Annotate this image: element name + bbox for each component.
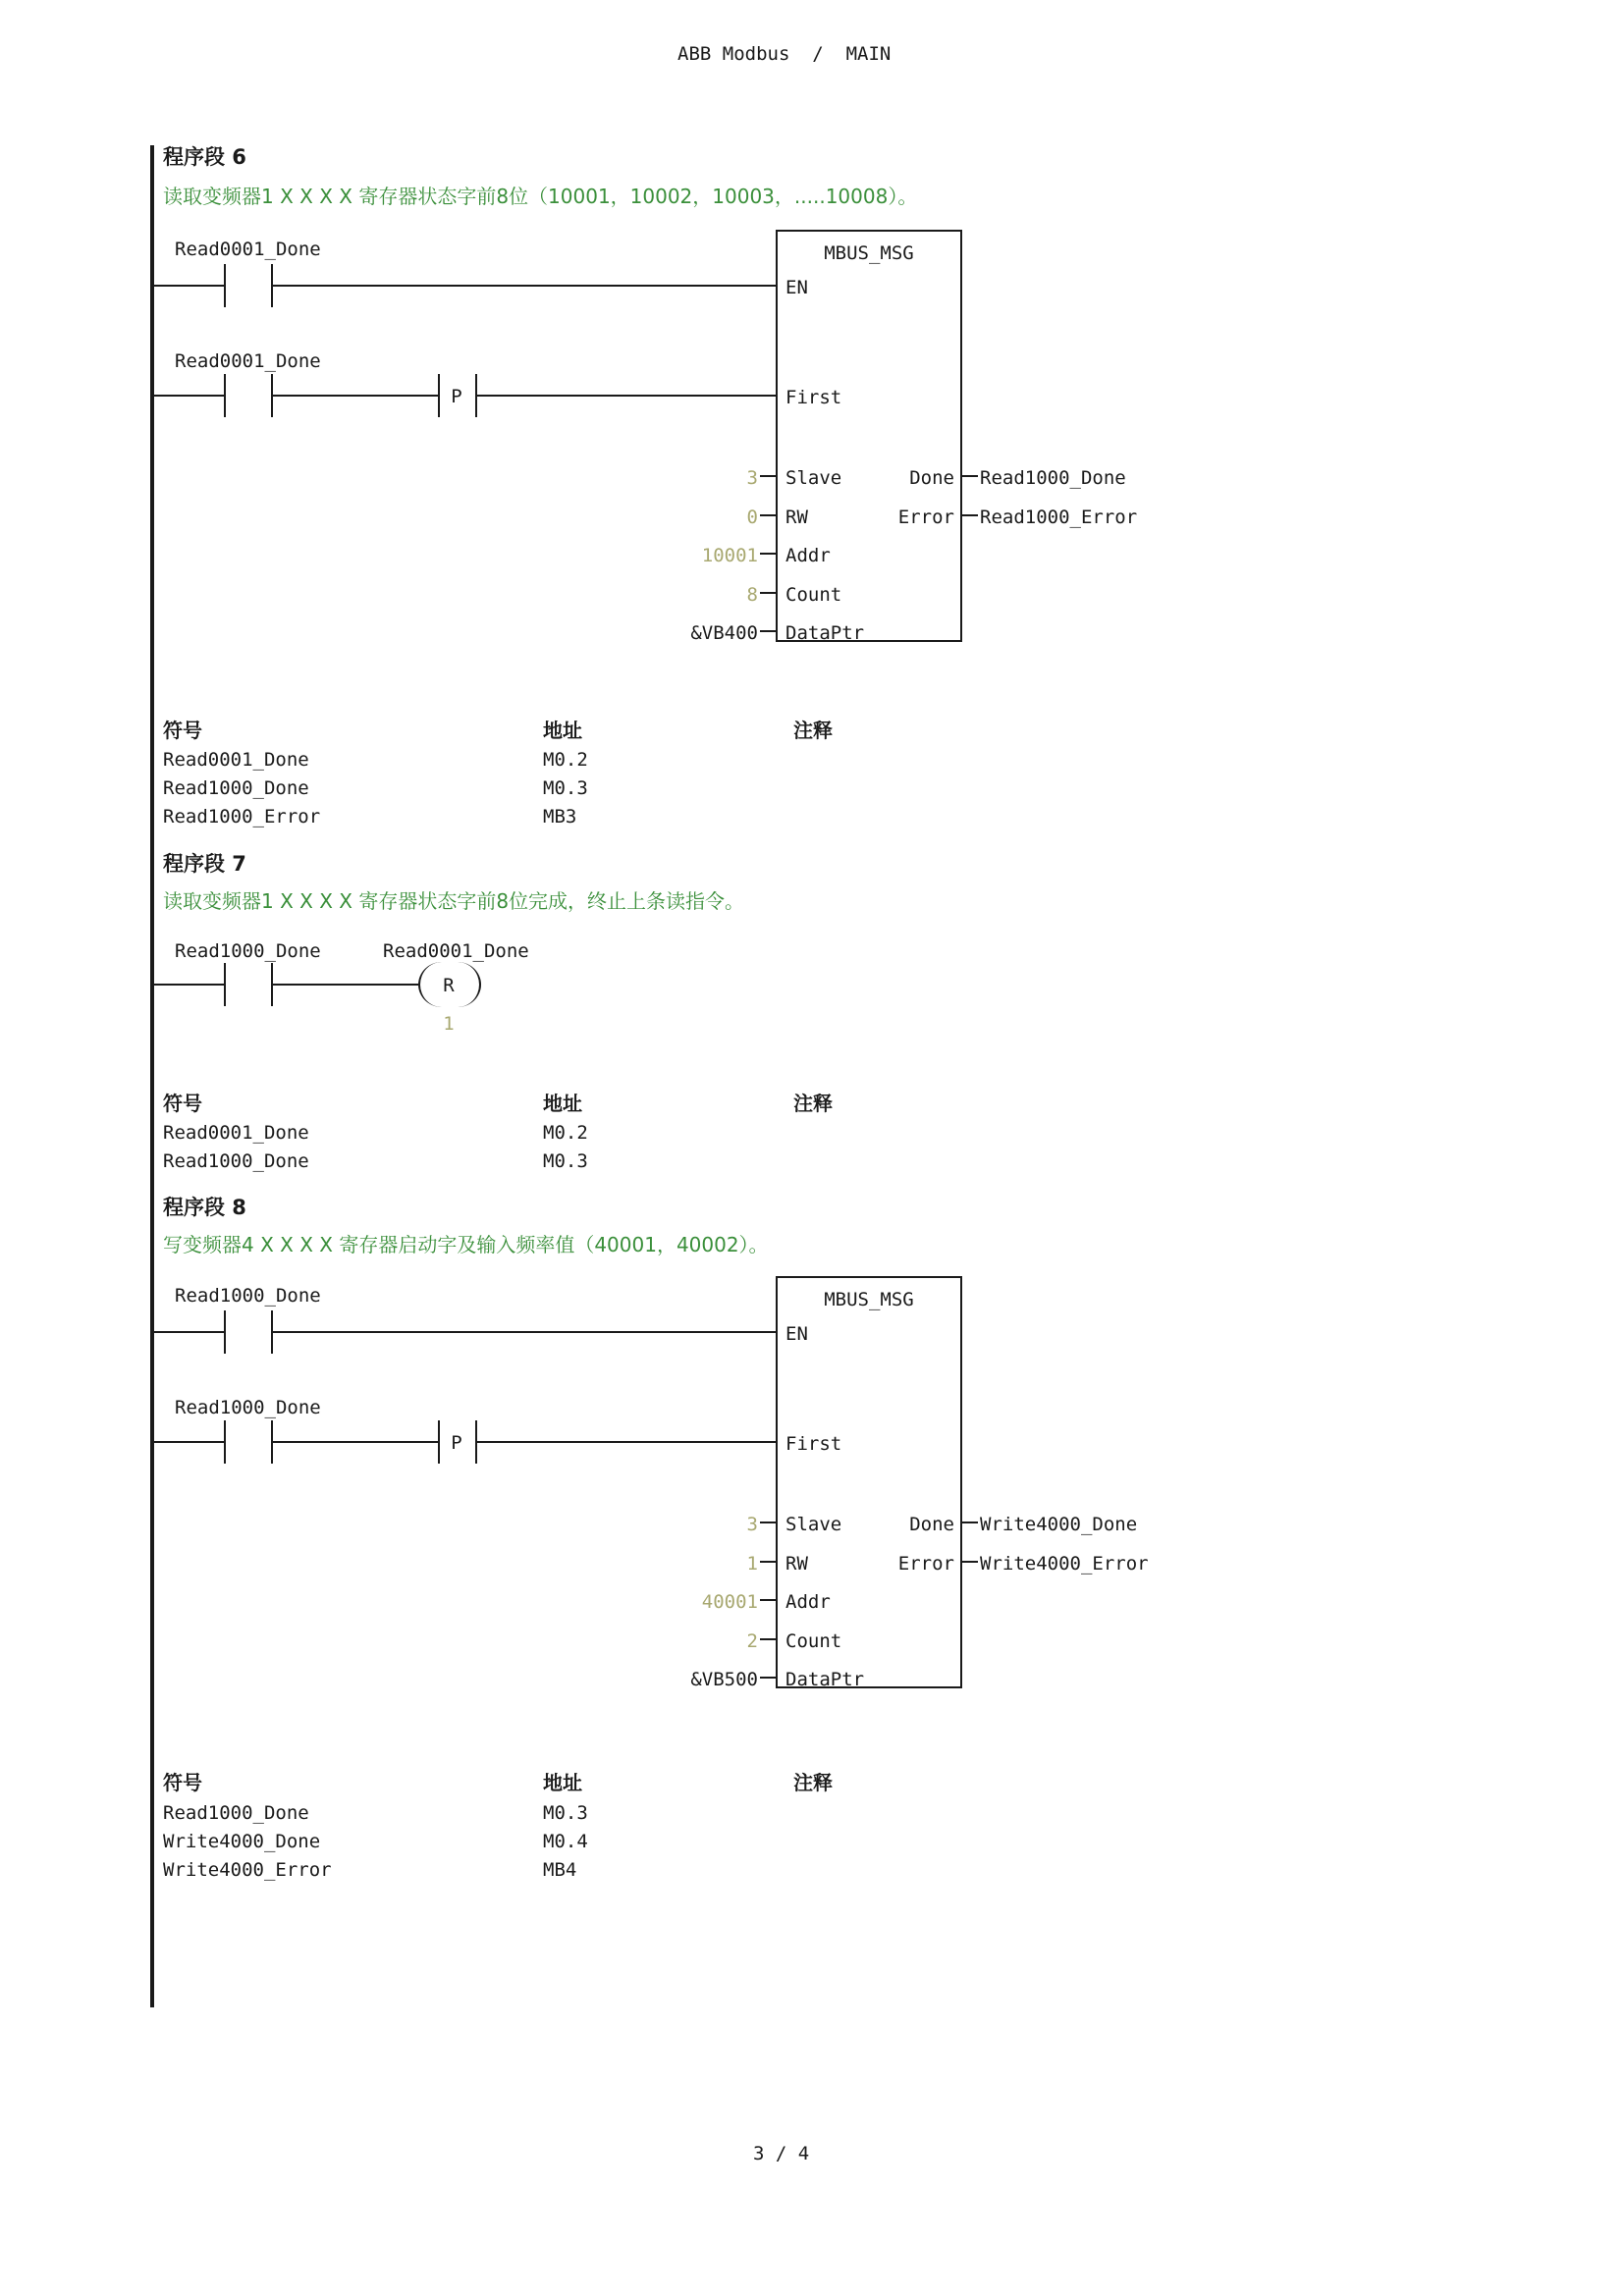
- pin-tick: [760, 514, 776, 516]
- address-cell: M0.2: [543, 749, 588, 771]
- address-cell: M0.3: [543, 777, 588, 799]
- pin-tick: [962, 1522, 978, 1523]
- wire-segment: [273, 395, 438, 397]
- pin-value-dataptr: &VB500: [690, 1669, 758, 1690]
- wire-segment: [154, 285, 224, 287]
- wire-segment: [154, 1331, 224, 1333]
- contact-label: Read1000_Done: [175, 940, 321, 962]
- pin-tick: [760, 1522, 776, 1523]
- wire-segment: [273, 1441, 438, 1443]
- pin-label-error: Error: [897, 1553, 954, 1575]
- wire-segment: [273, 285, 776, 287]
- pin-label-rw: RW: [785, 1553, 808, 1575]
- wire-segment: [273, 984, 418, 986]
- coil-right-arc: [456, 962, 481, 1007]
- pin-label-first: First: [785, 1433, 842, 1455]
- block-title: MBUS_MSG: [824, 1289, 914, 1310]
- symbol-cell: Write4000_Done: [163, 1831, 321, 1852]
- pin-tick: [760, 1677, 776, 1679]
- address-cell: M0.2: [543, 1122, 588, 1144]
- wire-segment: [477, 395, 776, 397]
- pin-tick: [760, 475, 776, 477]
- pin-tick: [760, 1561, 776, 1563]
- symbol-table-header-symbol: 符号: [163, 1092, 202, 1115]
- symbol-table-header-symbol: 符号: [163, 1771, 202, 1794]
- pin-tick: [962, 475, 978, 477]
- pin-tick: [760, 630, 776, 632]
- contact-label: Read0001_Done: [175, 239, 321, 260]
- pin-value-count: 2: [746, 1630, 758, 1652]
- contact-label: Read1000_Done: [175, 1285, 321, 1307]
- pin-value-addr: 40001: [701, 1591, 758, 1613]
- pin-value-rw: 1: [746, 1553, 758, 1575]
- contact-label: Read0001_Done: [175, 350, 321, 372]
- pin-tick: [760, 592, 776, 594]
- symbol-table-header-comment: 注释: [793, 1092, 833, 1115]
- wire-segment: [154, 1441, 224, 1443]
- coil-type-letter: R: [443, 975, 455, 996]
- network-6-title: 程序段 6: [163, 145, 246, 169]
- pin-label-dataptr: DataPtr: [785, 622, 865, 644]
- symbol-table-header-symbol: 符号: [163, 719, 202, 742]
- pin-label-rw: RW: [785, 507, 808, 528]
- pin-label-slave: Slave: [785, 1514, 842, 1535]
- network-7-comment: 读取变频器1 X X X X 寄存器状态字前8位完成，终止上条读指令。: [163, 889, 745, 913]
- address-cell: MB4: [543, 1859, 577, 1881]
- symbol-table-header-address: 地址: [543, 1771, 582, 1794]
- page-number: 3 / 4: [753, 2143, 810, 2164]
- pin-value-rw: 0: [746, 507, 758, 528]
- pin-label-addr: Addr: [785, 1591, 831, 1613]
- network-8-comment: 写变频器4 X X X X 寄存器启动字及输入频率值（40001，40002）。: [163, 1233, 769, 1256]
- pin-label-slave: Slave: [785, 467, 842, 489]
- network-8-title: 程序段 8: [163, 1196, 246, 1219]
- network-7-title: 程序段 7: [163, 852, 246, 876]
- contact-label: Read1000_Done: [175, 1397, 321, 1418]
- symbol-cell: Read1000_Done: [163, 1802, 309, 1824]
- no-contact-bar: [224, 1420, 226, 1464]
- pin-tick: [760, 553, 776, 555]
- output-symbol-error: Write4000_Error: [980, 1553, 1149, 1575]
- output-symbol-done: Write4000_Done: [980, 1514, 1138, 1535]
- symbol-cell: Read1000_Error: [163, 806, 321, 828]
- wire-segment: [477, 1441, 776, 1443]
- pin-label-done: Done: [909, 467, 954, 489]
- pin-label-first: First: [785, 387, 842, 408]
- output-symbol-error: Read1000_Error: [980, 507, 1138, 528]
- address-cell: MB3: [543, 806, 577, 828]
- no-contact-bar: [224, 1310, 226, 1354]
- no-contact-bar: [224, 264, 226, 307]
- pin-tick: [760, 1599, 776, 1601]
- pin-label-dataptr: DataPtr: [785, 1669, 865, 1690]
- symbol-cell: Read0001_Done: [163, 749, 309, 771]
- pin-label-done: Done: [909, 1514, 954, 1535]
- pin-value-addr: 10001: [701, 545, 758, 566]
- edge-contact-letter: P: [451, 386, 462, 407]
- address-cell: M0.3: [543, 1150, 588, 1172]
- symbol-cell: Read1000_Done: [163, 777, 309, 799]
- symbol-table-header-comment: 注释: [793, 1771, 833, 1794]
- pin-label-addr: Addr: [785, 545, 831, 566]
- pin-value-count: 8: [746, 584, 758, 606]
- pin-label-error: Error: [897, 507, 954, 528]
- symbol-table-header-address: 地址: [543, 719, 582, 742]
- page-header-title: ABB Modbus / MAIN: [677, 43, 892, 65]
- address-cell: M0.4: [543, 1831, 588, 1852]
- symbol-cell: Read0001_Done: [163, 1122, 309, 1144]
- wire-segment: [154, 984, 224, 986]
- pin-label-en: EN: [785, 277, 808, 298]
- no-contact-bar: [224, 374, 226, 417]
- network-6-comment: 读取变频器1 X X X X 寄存器状态字前8位（10001，10002，10003，.....10008）。: [163, 185, 918, 208]
- pin-value-slave: 3: [746, 467, 758, 489]
- pin-tick: [962, 514, 978, 516]
- pin-label-count: Count: [785, 1630, 842, 1652]
- coil-operand: 1: [443, 1013, 455, 1035]
- wire-segment: [154, 395, 224, 397]
- block-title: MBUS_MSG: [824, 242, 914, 264]
- pin-value-dataptr: &VB400: [690, 622, 758, 644]
- coil-label: Read0001_Done: [383, 940, 529, 962]
- output-symbol-done: Read1000_Done: [980, 467, 1126, 489]
- pin-label-en: EN: [785, 1323, 808, 1345]
- power-rail: [150, 145, 154, 2007]
- pin-value-slave: 3: [746, 1514, 758, 1535]
- pin-tick: [760, 1638, 776, 1640]
- no-contact-bar: [224, 963, 226, 1006]
- symbol-table-header-comment: 注释: [793, 719, 833, 742]
- edge-contact-letter: P: [451, 1432, 462, 1454]
- symbol-cell: Read1000_Done: [163, 1150, 309, 1172]
- symbol-cell: Write4000_Error: [163, 1859, 332, 1881]
- address-cell: M0.3: [543, 1802, 588, 1824]
- wire-segment: [273, 1331, 776, 1333]
- pin-label-count: Count: [785, 584, 842, 606]
- symbol-table-header-address: 地址: [543, 1092, 582, 1115]
- pin-tick: [962, 1561, 978, 1563]
